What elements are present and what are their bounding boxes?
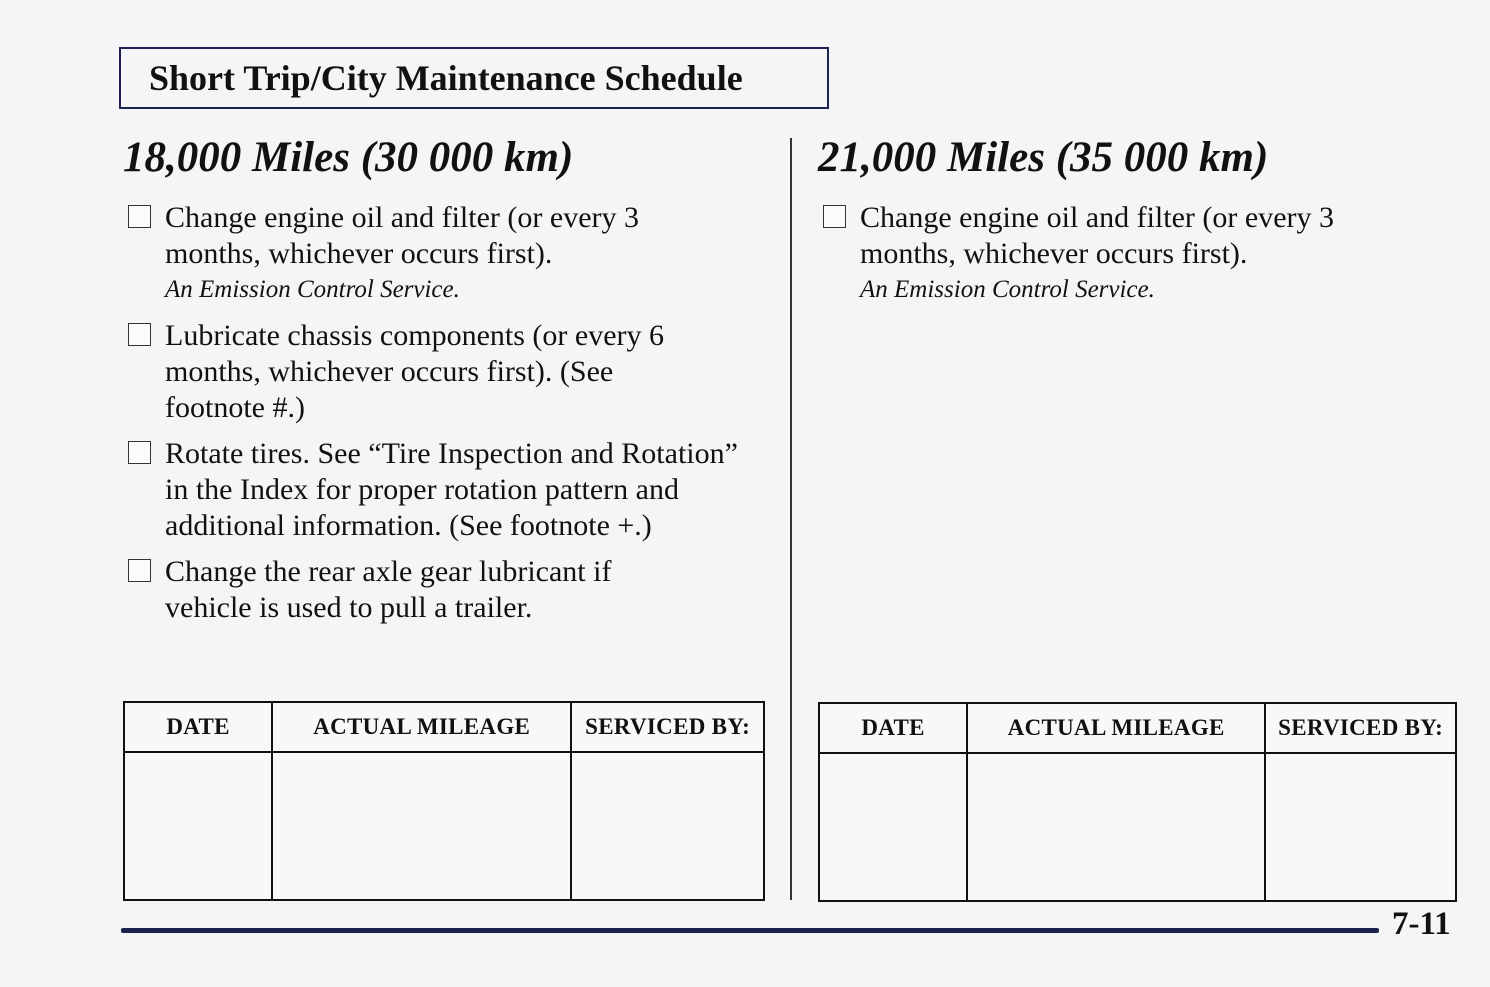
item-note: An Emission Control Service. <box>860 276 1155 303</box>
actual-mileage-header: ACTUAL MILEAGE <box>967 703 1265 753</box>
actual-mileage-cell[interactable] <box>967 753 1265 901</box>
column-divider <box>790 138 792 900</box>
checklist-item <box>123 318 768 426</box>
checkbox[interactable] <box>128 559 151 582</box>
service-log-table <box>123 701 765 901</box>
item-text: Change engine oil and filter (or every 3 months, whichever occurs first). <box>165 201 639 270</box>
item-text: Change engine oil and filter (or every 3 months, whichever occurs first). <box>860 201 1334 270</box>
actual-mileage-header: ACTUAL MILEAGE <box>272 702 571 752</box>
table-row <box>124 752 764 900</box>
item-text: Lubricate chassis components (or every 6 months, whichever occurs first). (See footnote #.) <box>165 319 664 424</box>
checkbox[interactable] <box>823 205 846 228</box>
table-header-row <box>124 702 764 752</box>
date-cell[interactable] <box>819 753 967 901</box>
serviced-by-cell[interactable] <box>1265 753 1456 901</box>
service-log-table <box>818 702 1457 902</box>
checkbox[interactable] <box>128 205 151 228</box>
checklist <box>123 200 768 626</box>
section-title: 18,000 Miles (30 000 km) <box>123 134 574 181</box>
table-row <box>819 753 1456 901</box>
table-header-row <box>819 703 1456 753</box>
date-cell[interactable] <box>124 752 272 900</box>
page-title: Short Trip/City Maintenance Schedule <box>119 47 829 109</box>
date-header: DATE <box>819 703 967 753</box>
checklist <box>818 200 1463 308</box>
checklist-item <box>123 436 768 544</box>
section-18000-miles <box>123 132 768 636</box>
item-note: An Emission Control Service. <box>165 276 460 303</box>
section-title: 21,000 Miles (35 000 km) <box>818 134 1269 181</box>
actual-mileage-cell[interactable] <box>272 752 571 900</box>
serviced-by-header: SERVICED BY: <box>1265 703 1456 753</box>
footer-rule <box>121 928 1379 933</box>
checklist-item <box>123 200 768 308</box>
checkbox[interactable] <box>128 441 151 464</box>
serviced-by-cell[interactable] <box>571 752 764 900</box>
checklist-item <box>123 554 768 626</box>
date-header: DATE <box>124 702 272 752</box>
page-number: 7-11 <box>1392 906 1451 942</box>
serviced-by-header: SERVICED BY: <box>571 702 764 752</box>
item-text: Rotate tires. See “Tire Inspection and Rotation” in the Index for proper rotation pattern and additional information. (See footnote +.) <box>165 437 738 542</box>
checkbox[interactable] <box>128 323 151 346</box>
item-text: Change the rear axle gear lubricant if vehicle is used to pull a trailer. <box>165 555 612 624</box>
checklist-item <box>818 200 1463 308</box>
section-21000-miles <box>818 132 1463 318</box>
